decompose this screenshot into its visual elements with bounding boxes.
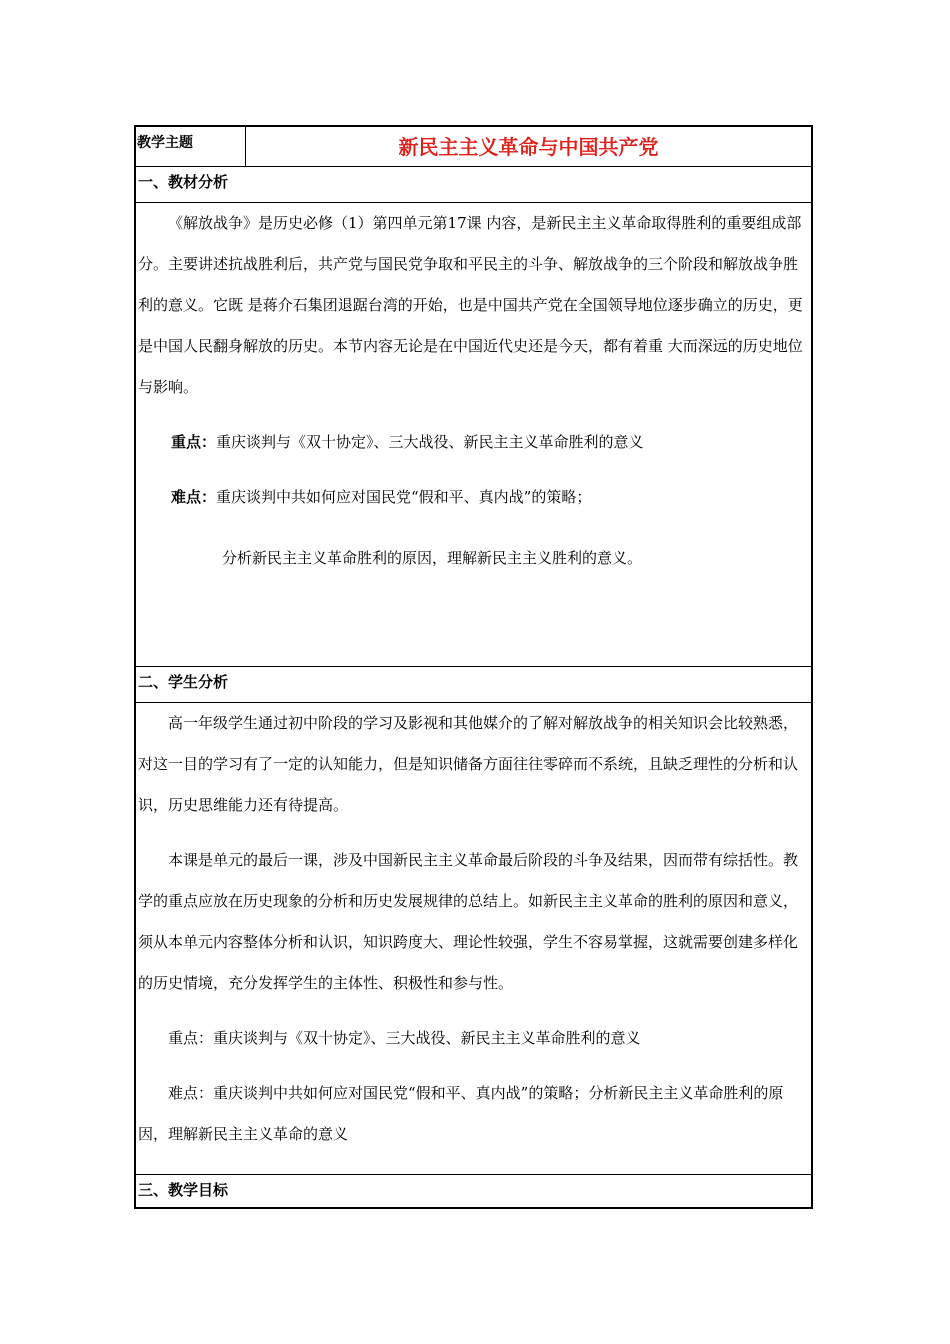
key-point-text: 重庆谈判与《双十协定》、三大战役、新民主主义革命胜利的意义 — [216, 433, 644, 451]
key-point — [138, 422, 807, 463]
difficult-point-continued: 分析新民主主义革命胜利的原因，理解新民主主义胜利的意义。 — [222, 549, 643, 567]
textbook-analysis-cell — [136, 203, 811, 667]
textbook-analysis-paragraph: 《解放战争》是历史必修（1）第四单元第17课 内容，是新民主主义革命取得胜利的重要组成部分。主要讲述抗战胜利后，共产党与国民党争取和平民主的斗争、解放战争的三个阶段和解放战争胜利的意义。它既 是蒋介石集团退踞台湾的开始，也是中国共产党在全国领导地位逐步确立的历史，更是中国人民翻身解放的历史。本节内容无论是在中国近代史还是今天，都有着重 大而深远的历史地位与影响。 — [138, 214, 803, 396]
student-key-point: 重点：重庆谈判与《双十协定》、三大战役、新民主主义革命胜利的意义 — [168, 1029, 641, 1047]
difficult-point — [138, 477, 807, 518]
student-difficult-point: 难点：重庆谈判中共如何应对国民党“假和平、真内战”的策略；分析新民主主义革命胜利的原因，理解新民主主义革命的意义 — [138, 1084, 784, 1143]
student-analysis-cell — [136, 703, 811, 1175]
student-analysis-paragraph-1: 高一年级学生通过初中阶段的学习及影视和其他媒介的了解对解放战争的相关知识会比较熟悉，对这一目的学习有了一定的认知能力，但是知识储备方面往往零碎而不系统，且缺乏理性的分析和认识，历史思维能力还有待提高。 — [138, 714, 799, 814]
section-heading-student-analysis: 二、学生分析 — [136, 667, 811, 703]
topic-title: 新民主主义革命与中国共产党 — [398, 135, 659, 159]
section-heading-textbook-analysis: 一、教材分析 — [136, 167, 811, 203]
lesson-plan-table — [134, 125, 813, 1209]
key-point-label: 重点： — [171, 433, 217, 451]
difficult-point-text: 重庆谈判中共如何应对国民党“假和平、真内战”的策略； — [216, 488, 592, 506]
topic-label: 教学主题 — [136, 127, 246, 166]
section-heading-teaching-goals: 三、教学目标 — [138, 1181, 229, 1199]
difficult-point-label: 难点： — [171, 488, 217, 506]
student-analysis-paragraph-2: 本课是单元的最后一课，涉及中国新民主主义革命最后阶段的斗争及结果，因而带有综括性。教学的重点应放在历史现象的分析和历史发展规律的总结上。如新民主主义革命的胜利的原因和意义，须从本单元内容整体分析和认识，知识跨度大、理论性较强，学生不容易掌握，这就需要创建多样化的历史情境，充分发挥学生的主体性、积极性和参与性。 — [138, 851, 799, 992]
title-row — [136, 127, 811, 167]
